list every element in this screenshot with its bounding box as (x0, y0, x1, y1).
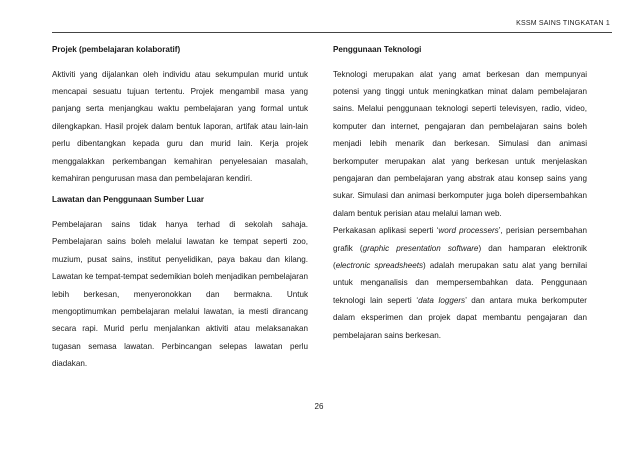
left-column (52, 44, 308, 373)
paragraph-teknologi-2 (333, 222, 587, 344)
text-segment: ’, perisian persembahan grafik ( (333, 226, 587, 253)
text-segment: ) adalah merupakan satu alat yang bernilai untuk menganalisis dan mempersembahkan data. Penggunaan teknologi lain seperti ‘ (333, 261, 588, 305)
paragraph-projek: Aktiviti yang dijalankan oleh individu atau sekumpulan murid untuk mencapai sesuatu tujuan tertentu. Projek mengambil masa yang panjang serta menjangkau waktu pembelajaran yang formal untuk dilengkapkan. Hasil projek dalam bentuk laporan, artifak atau lain-lain perlu dibentangkan kepada guru dan murid lain. Kerja projek menggalakkan perkembangan kemahiran penyelesaian masalah, kemahiran pengurusan masa dan pembelajaran kendiri. (52, 69, 308, 184)
text-segment: Perkakasan aplikasi seperti ‘ (333, 226, 439, 236)
right-column (333, 44, 587, 344)
page-number: 26 (314, 402, 324, 411)
text-segment: ) dan hamparan elektronik ( (333, 243, 587, 271)
term-word-processers: word processers (438, 226, 499, 236)
section-gap (52, 187, 308, 194)
heading-lawatan: Lawatan dan Penggunaan Sumber Luar (52, 195, 205, 205)
paragraph-teknologi-1: Teknologi merupakan alat yang amat berkesan dan mempunyai potensi yang tinggi untuk meningkatkan minat dalam pembelajaran sains. Melalui penggunaan teknologi seperti televisyen, radio, video, komputer dan internet, pengajaran dan pembelajaran sains boleh menjadi lebih menarik dan berkesan. Simulasi dan animasi berkomputer merupakan alat yang berkesan untuk menjelaskan pengajaran dan pembelajaran yang abstrak atau konsep sains yang sukar. Simulasi dan animasi berkomputer juga boleh dipersembahkan dalam bentuk perisian atau melalui laman web. (333, 69, 587, 218)
header-divider (52, 32, 612, 33)
term-data-loggers: data loggers (418, 295, 466, 305)
text-segment: ’ dan antara muka berkomputer dalam eksperimen dan projek dapat membantu pengajaran dan pembelajaran sains berkesan. (333, 295, 587, 340)
heading-projek: Projek (pembelajaran kolaboratif) (52, 45, 181, 54)
heading-teknologi: Penggunaan Teknologi (333, 45, 422, 54)
running-header: KSSM SAINS TINGKATAN 1 (516, 20, 610, 27)
term-electronic-spreadsheets: electronic spreadsheets (335, 261, 424, 271)
paragraph-lawatan: Pembelajaran sains tidak hanya terhad di sekolah sahaja. Pembelajaran sains boleh melalui lawatan ke tempat seperti zoo, muzium, pusat sains, institut penyelidikan, paya bakau dan kilang. Lawatan ke tempat-tempat sedemikian boleh menjadikan pembelajaran lebih berkesan, menyeronokkan dan bermakna. Untuk mengoptimumkan pembelajaran melalui lawatan, ia mesti dirancang secara rapi. Murid perlu menjalankan aktiviti atau melaksanakan tugasan semasa lawatan. Perbincangan selepas lawatan perlu diadakan. (52, 220, 309, 369)
term-graphic-presentation-software: graphic presentation software (362, 243, 479, 253)
